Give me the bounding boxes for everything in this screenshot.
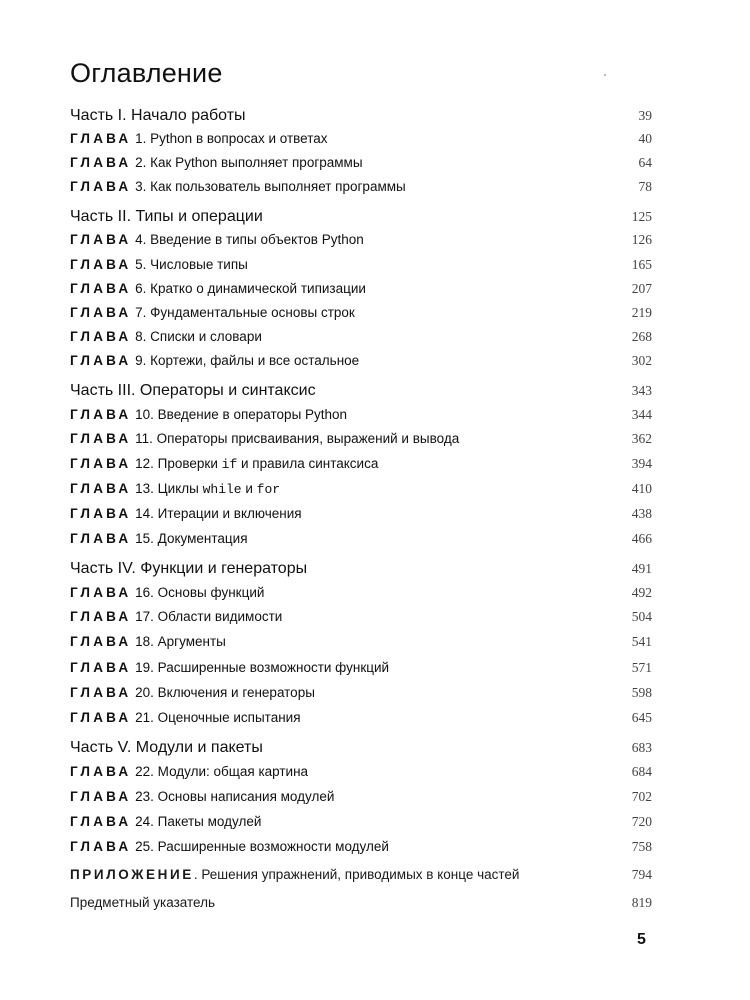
- code-keyword: for: [256, 482, 281, 497]
- toc-entry-label: [70, 407, 347, 422]
- toc-chapter-row: [70, 281, 652, 297]
- chapter-keyword: ГЛАВА: [70, 481, 132, 496]
- chapter-keyword: ГЛАВА: [70, 685, 132, 700]
- toc-part-row: [70, 739, 652, 757]
- toc-chapter-row: [70, 585, 652, 601]
- chapter-title: . Основы функций: [150, 585, 265, 600]
- chapter-keyword: ГЛАВА: [70, 232, 132, 247]
- chapter-title: . Основы написания модулей: [150, 789, 335, 804]
- toc-page-number: 39: [638, 108, 652, 123]
- toc-entry-label: [70, 585, 264, 600]
- toc-page-number: 598: [631, 685, 652, 700]
- toc-index-row: [70, 895, 652, 911]
- appendix-title: . Решения упражнений, приводимых в конце частей: [193, 867, 520, 882]
- scan-speck: [604, 74, 606, 76]
- page-number: 5: [637, 931, 646, 948]
- toc-page-number: 504: [631, 609, 652, 624]
- toc-entry-label: [70, 685, 315, 700]
- toc-chapter-row: [70, 407, 652, 423]
- toc-page-number: 165: [631, 257, 652, 272]
- chapter-title: . Списки и словари: [142, 329, 262, 344]
- toc-chapter-row: [70, 634, 652, 650]
- toc-chapter-row: [70, 305, 652, 321]
- chapter-title: . Документация: [150, 531, 248, 546]
- page-title: Оглавление: [70, 58, 223, 88]
- chapter-number: 11: [135, 431, 150, 446]
- toc-page-number: 207: [631, 281, 652, 296]
- chapter-number: 23: [135, 789, 151, 804]
- toc-chapter-row: [70, 531, 652, 547]
- chapter-number: 19: [135, 660, 151, 675]
- toc-chapter-row: [70, 814, 652, 830]
- chapter-keyword: ГЛАВА: [70, 131, 132, 146]
- toc-page-number: 758: [631, 839, 652, 854]
- toc-page-number: 438: [631, 506, 652, 521]
- toc-entry-label: [70, 531, 248, 546]
- chapter-keyword: ГЛАВА: [70, 281, 132, 296]
- chapter-number: 3: [135, 179, 143, 194]
- toc-chapter-row: [70, 609, 652, 625]
- toc-page-number: 78: [638, 179, 652, 194]
- toc-entry-label: Часть V. Модули и пакеты: [70, 739, 263, 756]
- chapter-number: 20: [135, 685, 151, 700]
- chapter-keyword: ГЛАВА: [70, 585, 132, 600]
- toc-entry-label: [70, 232, 364, 247]
- toc-chapter-row: [70, 155, 652, 171]
- toc-part-row: [70, 208, 652, 226]
- toc-entry-label: [70, 867, 519, 882]
- toc-entry-label: [70, 431, 459, 446]
- toc-entry-label: [70, 155, 363, 170]
- chapter-title: . Включения и генераторы: [150, 685, 315, 700]
- chapter-title: . Операторы присваивания, выражений и вывода: [149, 431, 460, 446]
- toc-chapter-row: [70, 685, 652, 701]
- toc-page-number: 645: [631, 710, 652, 725]
- toc-chapter-row: [70, 329, 652, 345]
- chapter-keyword: ГЛАВА: [70, 764, 132, 779]
- chapter-number: 22: [135, 764, 151, 779]
- chapter-title: . Кратко о динамической типизации: [142, 281, 366, 296]
- chapter-keyword: ГЛАВА: [70, 506, 132, 521]
- toc-entry-label: Предметный указатель: [70, 895, 215, 910]
- toc-entry-label: [70, 634, 226, 649]
- chapter-title: . Области видимости: [150, 609, 283, 624]
- toc-page-number: 702: [631, 789, 652, 804]
- toc-part-row: [70, 382, 652, 400]
- toc-page-number: 571: [631, 660, 652, 675]
- toc-page-number: 343: [631, 383, 652, 398]
- toc-entry-label: [70, 789, 334, 804]
- toc-entry-label: [70, 305, 355, 320]
- chapter-keyword: ГЛАВА: [70, 353, 132, 368]
- toc-chapter-row: [70, 131, 652, 147]
- chapter-keyword: ГЛАВА: [70, 710, 132, 725]
- chapter-title: . Фундаментальные основы строк: [142, 305, 355, 320]
- toc-entry-label: [70, 257, 248, 272]
- chapter-title: . Пакеты модулей: [150, 814, 262, 829]
- toc-chapter-row: [70, 710, 652, 726]
- chapter-number: 4: [135, 232, 143, 247]
- chapter-title: . Введение в типы объектов Python: [142, 232, 364, 247]
- code-keyword: if: [221, 457, 238, 472]
- chapter-number: 21: [135, 710, 151, 725]
- chapter-title: . Числовые типы: [142, 257, 248, 272]
- chapter-title: . Введение в операторы Python: [150, 407, 348, 422]
- chapter-title: . Оценочные испытания: [150, 710, 301, 725]
- chapter-keyword: ГЛАВА: [70, 814, 132, 829]
- chapter-title: . Как Python выполняет программы: [142, 155, 363, 170]
- chapter-title: . Аргументы: [150, 634, 226, 649]
- chapter-number: 14: [135, 506, 151, 521]
- toc-chapter-row: [70, 257, 652, 273]
- chapter-title: . Модули: общая картина: [150, 764, 309, 779]
- toc-page-number: 40: [638, 131, 652, 146]
- toc-page-number: 362: [631, 431, 652, 446]
- chapter-number: 12: [135, 456, 151, 471]
- toc-chapter-row: [70, 353, 652, 369]
- code-keyword: while: [202, 482, 242, 497]
- chapter-keyword: ГЛАВА: [70, 609, 132, 624]
- toc-page-number: 410: [631, 481, 652, 496]
- toc-entry-label: [70, 710, 301, 725]
- toc-entry-label: [70, 609, 282, 624]
- toc-entry-label: [70, 814, 261, 829]
- chapter-number: 13: [135, 481, 151, 496]
- toc-entry-label: [70, 660, 389, 675]
- toc-page-number: 492: [631, 585, 652, 600]
- toc-part-row: [70, 560, 652, 578]
- toc-chapter-row: [70, 789, 652, 805]
- toc-page-number: 64: [638, 155, 652, 170]
- toc-entry-label: [70, 179, 406, 194]
- toc-chapter-row: [70, 839, 652, 855]
- chapter-keyword: ГЛАВА: [70, 531, 132, 546]
- toc-page-number: 683: [631, 740, 652, 755]
- toc-page-number: 268: [631, 329, 652, 344]
- chapter-number: 18: [135, 634, 151, 649]
- toc-entry-label: [70, 764, 308, 779]
- chapter-number: 5: [135, 257, 143, 272]
- chapter-title: . Расширенные возможности модулей: [150, 839, 389, 854]
- chapter-number: 8: [135, 329, 143, 344]
- toc-page-number: 344: [631, 407, 652, 422]
- chapter-title: . Python в вопросах и ответах: [142, 131, 328, 146]
- toc-page-number: 684: [631, 764, 652, 779]
- chapter-title: . Итерации и включения: [150, 506, 302, 521]
- toc-page-number: 720: [631, 814, 652, 829]
- chapter-keyword: ГЛАВА: [70, 407, 132, 422]
- chapter-number: 10: [135, 407, 151, 422]
- chapter-keyword: ГЛАВА: [70, 789, 132, 804]
- chapter-number: 2: [135, 155, 143, 170]
- chapter-keyword: ГЛАВА: [70, 257, 132, 272]
- chapter-number: 9: [135, 353, 143, 368]
- toc-chapter-row: [70, 431, 652, 447]
- chapter-title-part: . Циклы: [150, 481, 203, 496]
- toc-entry-label: [70, 353, 359, 368]
- toc-entry-label: [70, 281, 366, 296]
- chapter-number: 24: [135, 814, 151, 829]
- toc-entry-label: [70, 839, 389, 854]
- toc-chapter-row: [70, 506, 652, 522]
- chapter-title: . Как пользователь выполняет программы: [142, 179, 406, 194]
- chapter-number: 6: [135, 281, 143, 296]
- toc-chapter-row: [70, 179, 652, 195]
- toc-entry-label: Часть IV. Функции и генераторы: [70, 560, 308, 577]
- toc-chapter-row: [70, 660, 652, 676]
- chapter-title-part: и правила синтаксиса: [237, 456, 379, 471]
- chapter-number: 17: [135, 609, 151, 624]
- chapter-number: 1: [135, 131, 143, 146]
- toc-entry-label: Часть I. Начало работы: [70, 107, 246, 124]
- chapter-number: 25: [135, 839, 151, 854]
- toc-page-number: 794: [631, 867, 652, 882]
- chapter-title-part: . Проверки: [150, 456, 222, 471]
- toc-chapter-row: [70, 456, 652, 472]
- toc-chapter-row: [70, 232, 652, 248]
- toc-page-number: 125: [631, 209, 652, 224]
- chapter-keyword: ГЛАВА: [70, 456, 132, 471]
- chapter-title: . Кортежи, файлы и все остальное: [142, 353, 360, 368]
- toc-page-number: 302: [631, 353, 652, 368]
- chapter-keyword: ГЛАВА: [70, 329, 132, 344]
- chapter-number: 16: [135, 585, 151, 600]
- toc-part-row: [70, 107, 652, 125]
- appendix-keyword: ПРИЛОЖЕНИЕ: [70, 867, 194, 882]
- chapter-keyword: ГЛАВА: [70, 155, 132, 170]
- chapter-title-part: и: [241, 481, 257, 496]
- toc-entry-label: [70, 481, 280, 497]
- chapter-keyword: ГЛАВА: [70, 634, 132, 649]
- toc-entry-label: [70, 456, 378, 472]
- toc-entry-label: Часть III. Операторы и синтаксис: [70, 382, 316, 399]
- chapter-number: 15: [135, 531, 151, 546]
- toc-entry-label: [70, 506, 302, 521]
- chapter-keyword: ГЛАВА: [70, 431, 132, 446]
- toc-page-number: 466: [631, 531, 652, 546]
- toc-chapter-row: [70, 764, 652, 780]
- toc-page-number: 541: [631, 634, 652, 649]
- toc-page-number: 819: [631, 895, 652, 910]
- chapter-keyword: ГЛАВА: [70, 305, 132, 320]
- toc-page-number: 394: [631, 456, 652, 471]
- chapter-keyword: ГЛАВА: [70, 660, 132, 675]
- toc-chapter-row: [70, 481, 652, 497]
- toc-entry-label: [70, 131, 328, 146]
- toc-entry-label: [70, 329, 262, 344]
- toc-appendix-row: [70, 867, 652, 883]
- chapter-title: . Расширенные возможности функций: [150, 660, 390, 675]
- toc-entry-label: Часть II. Типы и операции: [70, 208, 263, 225]
- chapter-keyword: ГЛАВА: [70, 839, 132, 854]
- chapter-keyword: ГЛАВА: [70, 179, 132, 194]
- chapter-number: 7: [135, 305, 143, 320]
- toc-page-number: 126: [631, 232, 652, 247]
- toc-page-number: 491: [631, 561, 652, 576]
- toc-page-number: 219: [631, 305, 652, 320]
